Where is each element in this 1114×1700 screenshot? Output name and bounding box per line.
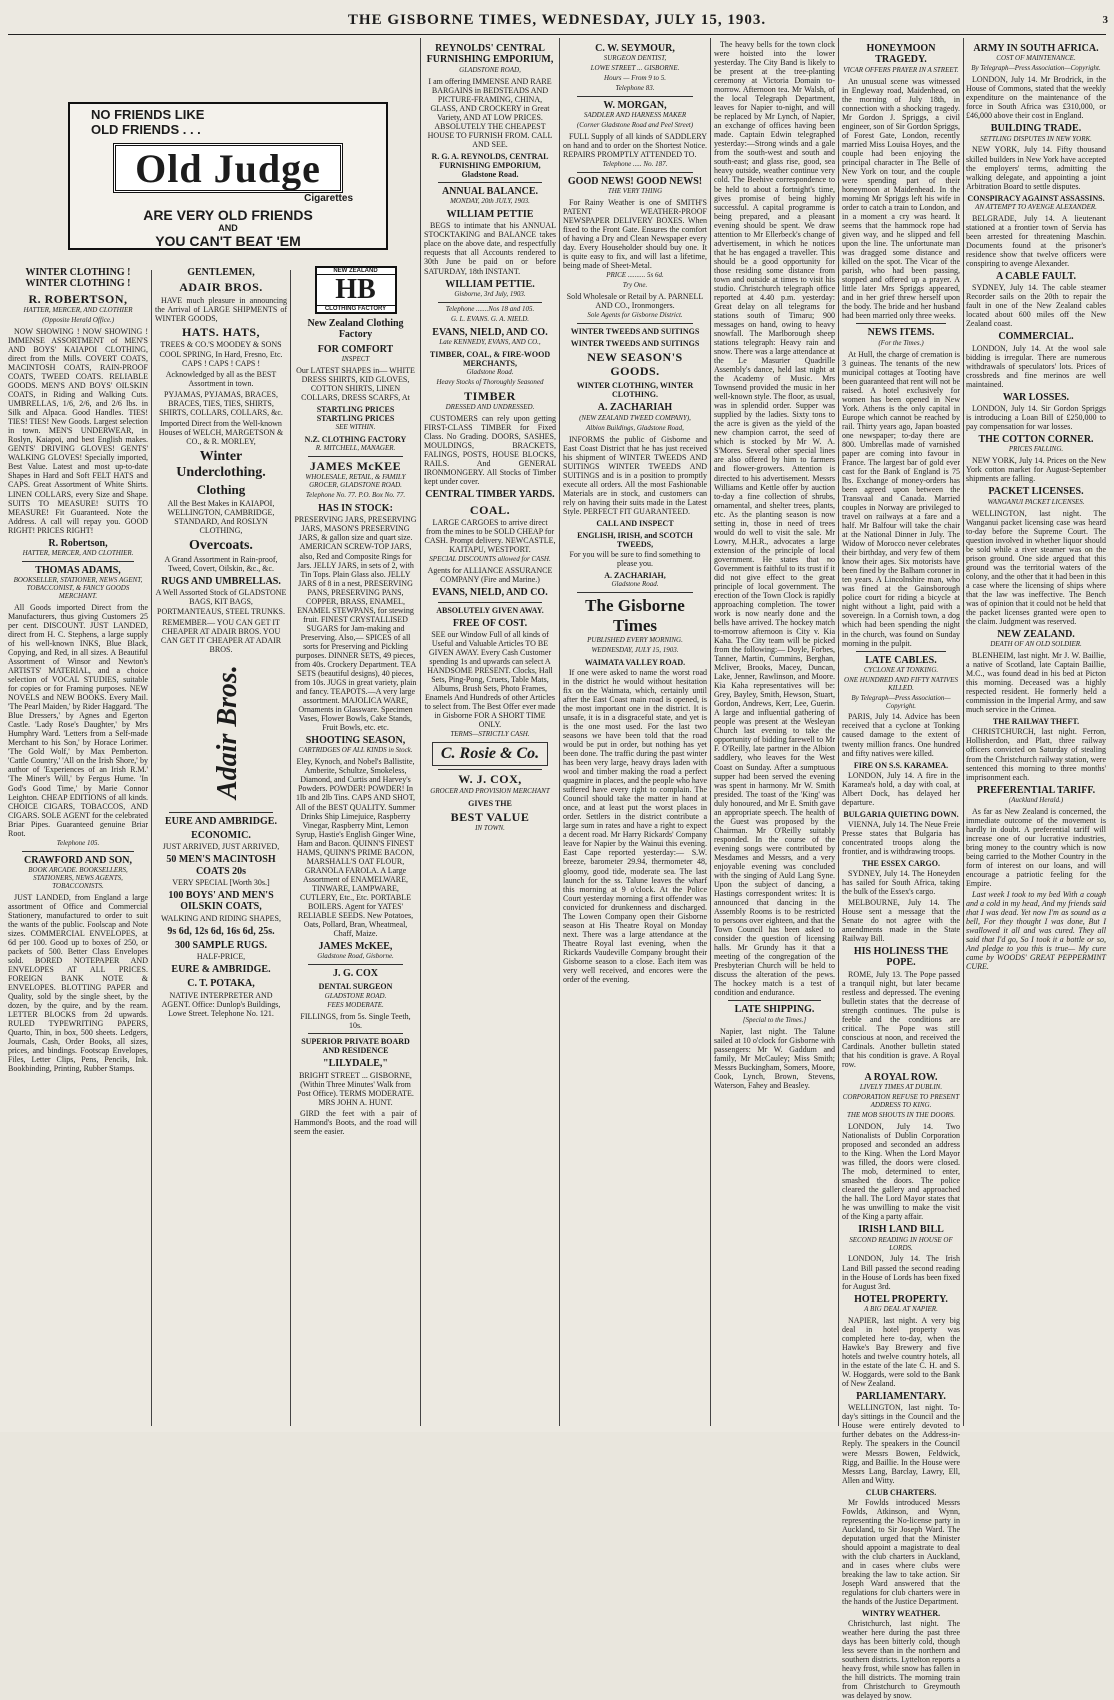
pref-sub: (Auckland Herald.) bbox=[1008, 795, 1064, 804]
evans-telephone: Telephone .......Nos 18 and 105. bbox=[445, 304, 535, 313]
column-7 bbox=[842, 40, 960, 1700]
rail-body: CHRISTCHURCH, last night. Ferron, Hollisherdon, and Platt, three railway officers convicted on Saturday of stealing from the Christchurch railway station, were sentenced this morning to three months' imprisonment each. bbox=[966, 727, 1106, 782]
crawford-trade: BOOK ARCADE. BOOKSELLERS, STATIONERS, NEWS AGENTS, TOBACCONISTS. bbox=[28, 865, 128, 890]
adair-rugs-body: A Well Assorted Stock of GLADSTONE BAGS, KIT BAGS, PORTMANTEAUS, STEEL TRUNKS. bbox=[155, 588, 287, 616]
column-9 bbox=[966, 40, 1106, 1426]
weather-body: Christchurch, last night. The weather here during the past three days has been bitterly cold, though less severe than in the northern and southern districts. Lyttelton reports a heavy frost, while snow has fallen in the hill districts. The morning train from Christchurch to Greymouth was delayed by snow. bbox=[842, 1619, 960, 1700]
morgan-name: W. MORGAN, bbox=[603, 99, 667, 111]
adams-name: THOMAS ADAMS, bbox=[35, 564, 121, 576]
seymour-telephone: Telephone 83. bbox=[615, 84, 655, 93]
eure-sample: 300 SAMPLE RUGS. bbox=[175, 939, 267, 951]
lilydale-name: "LILYDALE," bbox=[323, 1058, 388, 1070]
adams-trade: BOOKSELLER, STATIONER, NEWS AGENT, TOBACCONIST, & FANCY GOODS MERCHANT. bbox=[13, 576, 143, 600]
column-3 bbox=[294, 264, 417, 1426]
mckee-stock: HAS IN STOCK: bbox=[318, 503, 393, 515]
evans-heavy: Heavy Stocks of Thoroughly Seasoned bbox=[436, 377, 544, 386]
pref-heading: PREFERENTIAL TARIFF. bbox=[976, 784, 1096, 796]
separator bbox=[577, 592, 693, 593]
royal-body: LONDON, July 14. Two Nationalists of Dublin Corporation proposed and seconded an address to the King. When the Lord Mayor was filled, the doors were closed. The mob, determined to enter, smashed the doors. The police cleared the gallery and approached the hall. The Lord Mayor states that he was unwilling to make the visit of the King a party affair. bbox=[842, 1122, 960, 1222]
adair-clothing-note: Acknowledged by all as the BEST Assortment in town. bbox=[165, 369, 277, 388]
column-divider bbox=[559, 38, 560, 1426]
old-judge-sub: Cigarettes bbox=[304, 193, 353, 204]
club-heading: CLUB CHARTERS. bbox=[865, 1487, 937, 1497]
separator bbox=[308, 456, 403, 457]
build-body: NEW YORK, July 14. Fifty thousand skilled builders in New York have accepted the employers' terms, admitting the walking delegate, and appointing a joint Arbitration Board to settle disputes. bbox=[966, 145, 1106, 191]
annual-body: BEGS to intimate that his ANNUAL STOCKTAKING and BALANCE takes place on the above date, and respectfully requests that all Accounts rendered to 30th June be paid on or before SATURDAY, 18th INSTANT. bbox=[424, 221, 556, 276]
nz-body: BLENHEIM, last night. Mr J. W. Baillie, a native of Scotland, late Captain Baillie, M.C., was found dead in his bed at Picton this morning. Deceased was a highly respected resident. He formerly held a commission in the Imperial Army, and saw much service in the Crimea. bbox=[966, 651, 1106, 715]
consp-sub: AN ATTEMPT TO AVENGE ALEXANDER. bbox=[975, 202, 1097, 211]
imprint-published: PUBLISHED EVERY MORNING. bbox=[587, 635, 683, 644]
seymour-hours: Hours — From 9 to 5. bbox=[604, 74, 666, 83]
separator bbox=[577, 323, 693, 324]
adair-winter: Winter Underclothing. bbox=[176, 448, 266, 480]
consp-body: BELGRADE, July 14. A lieutenant stationed at a frontier town of Servia has been arrested for threatening Maschin. Documents found at the prisoner's residence show that twelve officers were conspiring to avenge Alexander. bbox=[966, 213, 1106, 268]
hb-name: New Zealand Clothing Factory bbox=[307, 318, 404, 341]
adair-makes: All the Best Makes in KAIAPOI, WELLINGTON, CAMBRIDGE, STANDARD, And ROSLYN CLOTHING, bbox=[167, 499, 275, 536]
goodnews-headline: GOOD NEWS! GOOD NEWS! bbox=[567, 176, 703, 188]
robertson-signature: R. Robertson, bbox=[48, 537, 108, 549]
robertson-name: R. ROBERTSON, bbox=[28, 291, 128, 306]
eure-economic: ECONOMIC. bbox=[191, 829, 251, 841]
hb-logo-mark: HB bbox=[335, 274, 376, 305]
annual-title: ANNUAL BALANCE. bbox=[441, 185, 539, 197]
fire-body: LONDON, July 14. A fire in the Karamea's hold, a day with coal, at Albert Dock, has delayed her departure. bbox=[842, 770, 960, 807]
masthead-title: THE GISBORNE TIMES, WEDNESDAY, JULY 15, 1903. bbox=[347, 12, 767, 28]
pope-heading: HIS HOLINESS THE POPE. bbox=[853, 946, 949, 969]
eure-oilskin: 100 BOYS' AND MEN'S OILSKIN COATS, bbox=[168, 889, 274, 913]
pref-body: As far as New Zealand is concerned, the immediate outcome of the movement is hardly in doubt. A preferential tariff will increase one of our lucrative industries, bring money to the country which is now being carried to the Mother Country in the form of interest on our loans, and will encourage a patriotic feeling for the Empire. bbox=[966, 806, 1106, 889]
irish-heading: IRISH LAND BILL bbox=[858, 1224, 944, 1236]
evans-names: G. L. EVANS. G. A. NIELD. bbox=[450, 314, 530, 323]
column-6 bbox=[714, 40, 835, 1426]
suits-new-season: NEW SEASON'S GOODS. bbox=[587, 350, 683, 378]
annual-signature-date: Gisborne, 3rd July, 1903. bbox=[454, 289, 526, 298]
essex-heading: THE ESSEX CARGO. bbox=[861, 858, 941, 868]
war-body: LONDON, July 14. Sir Gordon Spriggs is introducing a Loan Bill of £250,000 to pay compensation for war losses. bbox=[966, 403, 1106, 432]
woods-poem: Last week I took to my bed With a cough and a cold in my head, And my friends said that I was dead. Yet now I'm as sound as a bell, For they thought I was done, But I swallowed it all and was cured. They all said that I'd go, So I took it a bottle or so, And pledge to you this is true— My cure came by WOODS' GREAT PEPPERMINT CURE. bbox=[966, 890, 1106, 972]
pope-body: ROME, July 13. The Pope passed a tranquil night, but later became restless and depressed. The evening bulletin states that the decrease of strength continues. The pulse is feeble and the conditions are critical. The Pope was still conscious at noon, and received the Cardinals. Another bulletin stated that his condition is grave. A Royal row. bbox=[842, 969, 960, 1070]
hb-comfort: FOR COMFORT bbox=[317, 343, 394, 355]
hotel-sub: A BIG DEAL AT NAPIER. bbox=[864, 1304, 938, 1313]
honeymoon-body: An unusual scene was witnessed in Engleway road, Maidenhead, on the morning of July 18th, in connection with a shocking tragedy. Mr Gordon J. Spriggs, a civil engineer, son of Sir Gordon Spriggs, of Forest Gate, London, recently married Miss Louisa Hoyes, and the couple had been enjoying the principal character in The Belle of New York on tour, and the couple were spending part of their honeymoon at Maidenhead. In the morning Mr Spriggs left his wife in order to catch a train to London, and in a moment a cry was heard. It seems that the hammock rope had given way, and he slipped and fell upon the line. The unfortunate man was dragged some distance and killed on the spot. The Vicar of the parish, who had been passing, stopped and offered up a prayer. A little later Mrs Spriggs appeared, and in her grief threw herself upon the body. The bride and her husband had been married only three weeks. bbox=[842, 76, 960, 321]
wjcox-name: W. J. COX, bbox=[458, 772, 522, 787]
adair-vertical-banner bbox=[155, 658, 287, 808]
adair-name: ADAIR BROS. bbox=[179, 280, 263, 295]
wjcox-trade: GROCER AND PROVISION MERCHANT bbox=[430, 786, 550, 795]
zachariah-signature-address: Gladstone Road. bbox=[611, 580, 659, 589]
seymour-address: LOWE STREET ... GISBORNE. bbox=[590, 64, 680, 73]
separator bbox=[856, 651, 946, 652]
rosie-body: SEE our Window Full of all kinds of Useful and Valuable Articles TO BE GIVEN AWAY. Every Cash Customer spending 1s and upwards can select A HANDSOME PRESENT. Clocks, Hall Sets, Ping-Pong, Cruets, Table Mats, Albums, Brush Sets, Photo Frames, Enamels And Hundreds of other Articles to select from. The Best Offer ever made in Gisborne FOR A SHORT TIME ONLY. bbox=[424, 629, 556, 730]
adair-vertical-text: Adair Bros. bbox=[212, 664, 243, 799]
morgan-trade: SADDLER AND HARNESS MAKER bbox=[583, 111, 687, 120]
army-byline: By Telegraph—Press Association—Copyright. bbox=[971, 64, 1101, 73]
goodnews-body: For Rainy Weather is one of SMITH'S PATENT WEATHER-PROOF NEWSPAPER DELIVERY BOXES. When fixed to the Front Gate. Ensures the comfort of having a Dry and Clean Newspaper every day. Every Householder should buy one. It is quite easy to fix, and will last a lifetime, being made of Sheet-Metal. bbox=[563, 198, 707, 271]
hb-factory: N.Z. CLOTHING FACTORY bbox=[304, 434, 407, 444]
crawford-name: CRAWFORD AND SON, bbox=[23, 854, 133, 866]
evans-firm: EVANS, NIELD, AND CO. bbox=[432, 326, 548, 338]
parl-heading: PARLIAMENTARY. bbox=[856, 1391, 946, 1403]
cable-heading: A CABLE FAULT. bbox=[995, 270, 1077, 282]
old-judge-advert bbox=[68, 102, 388, 250]
news-body: At Hull, the charge of cremation is 3 guineas. The tenants of the new municipal cottages at Tooting have been guaranteed that rent will not be raised. A hotel exclusively for women has been opened in New York. Athens is the only capital in Europe which cannot be reached by rail. Thirty years ago, Japan boasted one newspaper; to-day there are 800. Umbrellas made of varnished paper are coming into favour in France. The largest bar of gold ever cast for the Bank of England is 75 lbs. Exchange of money-orders has been agreed upon between the Transvaal and Canada. Married couples in Norway are privileged to travel on railways at a fare and a half. Mr Balfour will take the chair at the National Dinner in July. The Widow of Morocco never celebrates their birthday, and very few of them know their ages. Six motorists have been fined by the Balham coroner in ten years. A Lincolnshire man, who was fined at the Gainsborough police court for riding a bicycle at night without a light, paid with a sovereign. In a Cornish town, a dog which had been spending the night in the church, was found on Sunday morning in the pulpit. bbox=[842, 349, 960, 648]
comm-heading: COMMERCIAL. bbox=[998, 331, 1074, 343]
hb-logo-bottom: CLOTHING FACTORY bbox=[317, 305, 395, 312]
news-sub: (For the Times.) bbox=[878, 338, 924, 347]
adair-hats-body: TREES & CO.'S MOODEY & SONS COOL SPRING, In Hard, Fresno, Etc. CAPS ! CAPS ! CAPS ! bbox=[159, 340, 283, 368]
nz-heading: NEW ZEALAND. bbox=[997, 628, 1075, 640]
eure-name-2: EURE & AMBRIDGE. bbox=[171, 964, 271, 976]
mckee-shooting: SHOOTING SEASON, bbox=[305, 735, 406, 747]
weather-heading: WINTRY WEATHER. bbox=[861, 1609, 941, 1619]
cox-name: J. G. COX bbox=[333, 968, 378, 980]
robertson-trade: HATTER, MERCER, AND CLOTHIER bbox=[23, 306, 133, 315]
goodnews-sole: Sole Agents for Gisborne District. bbox=[587, 311, 683, 320]
latecables-byline: By Telegraph—Press Association—Copyright. bbox=[851, 693, 951, 710]
separator bbox=[169, 812, 273, 813]
club-body: Mr Fowlds introduced Messrs Fowlds, Atkinson, and Wynn, representing the No-license party in Auckland, to Sir Joseph Ward. The deputation urged that the Minister should appoint a magistrate to deal with the club charters in Auckland, and in cases where clubs were breaking the law to take action. Sir Joseph Ward answered that the regulations for club charters were in the hands of the Justice Department. bbox=[842, 1497, 960, 1606]
latecables-heading: LATE CABLES. bbox=[865, 654, 937, 666]
adair-hats: HATS. HATS, bbox=[181, 324, 261, 339]
evans-firm-2: EVANS, NIELD, AND CO. bbox=[432, 587, 548, 599]
adair-pyjamas: PYJAMAS, PYJAMAS, BRACES, BRACES, TIES, TIES, SHIRTS, SHIRTS, COLLARS, COLLARS, &c. bbox=[159, 389, 283, 417]
suits-winter: WINTER CLOTHING, WINTER CLOTHING. bbox=[576, 381, 694, 400]
honeymoon-sub: VICAR OFFERS PRAYER IN A STREET. bbox=[843, 65, 959, 74]
cotton-sub: PRICES FALLING. bbox=[1008, 445, 1064, 454]
rosie-free: FREE OF COST. bbox=[452, 617, 528, 629]
seymour-trade: SURGEON DENTIST, bbox=[603, 54, 667, 63]
adair-clothing: Clothing bbox=[196, 482, 246, 498]
adair-rugs: RUGS AND UMBRELLAS. bbox=[161, 576, 281, 588]
shipping-body: Napier, last night. The Talune sailed at 10 o'clock for Gisborne with passengers: Mr W. Gaddum and family, Mr McCauley; Miss Smith; Messrs Buckingham, Somers, Moore, Cook, Lynch, Brown, Stevens, Waterson, Fahey and Beasley. bbox=[714, 1026, 835, 1090]
separator bbox=[22, 561, 134, 562]
masthead-rule bbox=[8, 34, 1106, 35]
evans-central: CENTRAL TIMBER YARDS. bbox=[425, 489, 555, 501]
suits-heading-2: WINTER TWEEDS AND SUITINGS bbox=[570, 339, 700, 349]
old-judge-line3: YOU CAN'T BEAT 'EM bbox=[155, 233, 301, 249]
evans-coal-body: LARGE CARGOES to arrive direct from the mines to be SOLD CHEAP for CASH. Prompt delivery. NEWCASTLE, KAITAPU, WESTPORT. bbox=[424, 518, 556, 555]
zachariah-call: CALL AND INSPECT bbox=[596, 518, 674, 528]
annual-date: MONDAY, 20th JULY, 1903. bbox=[450, 197, 530, 206]
eure-name: EURE AND AMBRIDGE. bbox=[165, 815, 277, 827]
cox-address: GLADSTONE ROAD. bbox=[324, 991, 387, 1000]
hammond-gird: GIRD the feet with a pair of Hammond's Boots, and the road will seem the easier. bbox=[294, 1108, 417, 1136]
old-judge-tagline-2: OLD FRIENDS . . . bbox=[91, 122, 201, 137]
irish-sub: SECOND READING IN HOUSE OF LORDS. bbox=[849, 1235, 953, 1252]
adams-telephone: Telephone 105. bbox=[56, 838, 100, 847]
adair-overcoats: Overcoats. bbox=[189, 538, 253, 554]
mckee-shooting-body: Eley, Kynoch, and Nobel's Ballistite, Amberite, Schultze, Smokeless, Diamond, and Curtis and Harvey's Powders. POWDER! POWDER! In 1lb and 2lb Tins. CAPS AND SHOT, All of the BEST QUALITY. Summer Drinks Ship Limejuice, Raspberry Vinegar, Raspberry Mint, Lemon Syrup, Hastie's English Ginger Wine, Ham and Bacon. QUINN'S FINEST HAMS, QUINN'S PRIME BACON, MARSHALL'S OAT FLOUR, GRANOLA FAROLA. A Large Assortment of ENAMELWARE, TINWARE, LAMPWARE, CUTLERY, Etc., Etc. PORTABLE BOILERS. Agent for YATES' RELIABLE SEEDS. New Potatoes, Oats, Pollard, Bran, Wheatmeal, Chaff, Maize. bbox=[295, 757, 416, 938]
rosie-terms: TERMS—STRICTLY CASH. bbox=[450, 730, 530, 739]
hb-body: Our LATEST SHAPES in— WHITE DRESS SHIRTS, KID GLOVES, COTTON SHIRTS, LINEN COLLARS, DRESS SCARFS, At bbox=[296, 365, 415, 402]
mckee-body: PRESERVING JARS, PRESERVING JARS, MASON'S PRESERVING JARS, & gallon size and quart size. AMERICAN SCREW-TOP JARS, also, Red and Composite Rings for Jars. JELLY JARS, in sets of 2, with Tin Tops. Plain Glass also. JELLY JARS of 8 in a nest, PRESERVING PANS, PRESERVING PANS, COPPER, BRASS, ENAMEL, ENAMEL STEWPANS, for stewing fruit. FINEST CRYSTALLISED SUGARS for Jam-making and Preserving. Also,— SPICES of all sorts for Preserving and Pickling purposes. DINNER SETS, 49 pieces, from 40s. Crockery Department. TEA SETS (beautiful designs), 40 pieces, from 10s. JUGS in great variety, plain and fancy. TEAPOTS.—A very large assortment. MAJOLICA WARE, Ornaments in Glassware. Specimen Vases, Flower Bowls, Cake Stands, Fruit Bowls, etc. etc. bbox=[294, 515, 417, 733]
mckee-signature: JAMES McKEE, bbox=[318, 940, 393, 952]
evans-discounts: SPECIAL DISCOUNTS allowed for CASH. bbox=[429, 555, 551, 564]
royal-sub: LIVELY TIMES AT DUBLIN. bbox=[859, 1083, 943, 1092]
separator bbox=[438, 302, 542, 303]
army-body: LONDON, July 14. Mr Brodrick, in the House of Commons, stated that the weekly expenditure on the maintenance of the force in South Africa was £310,000, or £46,000 above their cost in England. bbox=[966, 75, 1106, 121]
separator bbox=[308, 1033, 403, 1034]
morgan-telephone: Telephone ..... No. 187. bbox=[602, 160, 668, 169]
goodnews-try: Try One. bbox=[622, 281, 648, 290]
wjcox-gives: GIVES THE bbox=[468, 798, 512, 808]
cotton-body: NEW YORK, July 14. Prices on the New York cotton market for August-September shipments are falling. bbox=[966, 456, 1106, 484]
cox-fillings: FILLINGS, from 5s. Single Teeth, 10s. bbox=[300, 1012, 411, 1031]
cotton-heading: THE COTTON CORNER. bbox=[978, 434, 1094, 446]
evans-dressed: DRESSED AND UNDRESSED. bbox=[445, 403, 535, 412]
zachariah-signature: A. ZACHARIAH, bbox=[604, 571, 666, 581]
mckee-cartridges: CARTRIDGES OF ALL KINDS in Stock. bbox=[298, 746, 413, 755]
parl-body: WELLINGTON, last night. To-day's sittings in the Council and the House were entirely devoted to further debates on the Address-in-Reply. The speakers in the Council were Messrs Bowen, Feldwick, Rigg, and Baillie. In the House were Messrs Lang, Barclay, Lawry, Ell, Allen and Witty. bbox=[842, 1403, 960, 1485]
hb-logo bbox=[315, 266, 397, 314]
cox-fees: FEES MODERATE. bbox=[327, 1001, 384, 1010]
adair-imported: Imported Direct from the Well-known Houses of WELCH, MARGETSON & CO., & R. MORLEY, bbox=[158, 418, 284, 446]
separator bbox=[438, 769, 542, 770]
zachariah-address: Albion Buildings, Gladstone Road, bbox=[586, 423, 684, 432]
royal-sub3: THE MOB SHOUTS IN THE DOORS. bbox=[846, 1111, 956, 1120]
imprint-date: WEDNESDAY, JULY 15, 1903. bbox=[591, 645, 679, 654]
morgan-body: FULL Supply of all kinds of SADDLERY on hand and to order on the Shortest Notice. REPAIRS PROMPTLY ATTENDED TO. bbox=[563, 132, 707, 160]
packet-body: WELLINGTON, last night. The Wanganui packet licensing case was heard to-day before the Supreme Court. The question involved in whether liquor should be sold while a river steamer was on the prison ground. One side argued that this ground was the territorial waters of the colony, and the other that it had been in this a case where the licensing of ships where that the law was ineffective. The Bench was of opinion that it could not be held that the packet licenses granted were open to the claim. Judgment was reserved. bbox=[966, 508, 1106, 626]
hb-see: SEE WITHIN. bbox=[335, 422, 376, 431]
army-heading: ARMY IN SOUTH AFRICA. bbox=[973, 43, 1099, 54]
eure-just-arrived: JUST ARRIVED, JUST ARRIVED, bbox=[162, 842, 280, 852]
morgan-address: (Corner Gladstone Road and Peel Street) bbox=[576, 121, 694, 130]
reynolds-signature: R. G. A. REYNOLDS, CENTRAL FURNISHING EMPORIUM, Gladstone Road. bbox=[431, 151, 549, 179]
fire-heading: FIRE ON S.S. KARAMEA. bbox=[853, 760, 949, 770]
build-sub: SETTLING DISPUTES IN NEW YORK. bbox=[980, 134, 1092, 143]
lilydale-body: BRIGHT STREET ... GISBORNE, (Within Three Minutes' Walk from Post Office). TERMS MODERATE. MRS JOHN A. HUNT. bbox=[297, 1070, 414, 1107]
robertson-body: NOW SHOWING ! NOW SHOWING ! IMMENSE ASSORTMENT of MEN'S AND BOYS' KAIAPOI CLOTHING, direct from the Mills. COVERT COATS, MACINTOSH COATS, RAIN-PROOF COATS, TWEED COATS. RELIABLE GOODS. MEN'S AND BOYS' OILSKIN COATS, in Riding and Walking Cuts. UMBRELLAS, 1/6, 2/6, and 2/6 lbs. in Silk and Alpaca. Good Handles. TIES! TIES! TIES! New Goods. Largest selection in town. MEN'S UNDERWEAR, in Roslyn, Kaiapoi, and best English makes. GENTS' DRIVING GLOVES! GENTS' WALKING GLOVES! Specially imported, Best Value. Latest and most up-to-date Shapes in Hard and Soft FELT HATS and CAPS. Great Assortment of White Shirts. LINEN COLLARS, every Size and Shape. SUITS TO MEASURE! SUITS TO MEASURE! Fit Guaranteed. Note the Address. A call will repay you. GOOD RIGHT! PRICES RIGHT! bbox=[8, 326, 148, 535]
royal-heading: A ROYAL ROW. bbox=[864, 1072, 938, 1084]
separator bbox=[22, 851, 134, 852]
packet-sub: WANGANUI PACKET LICENSES. bbox=[987, 497, 1085, 506]
separator bbox=[856, 323, 946, 324]
goodnews-price: PRICE .......... 5s 6d. bbox=[606, 271, 664, 280]
eure-mac: 50 MEN'S MACINTOSH COATS 20s bbox=[166, 854, 276, 877]
army-sub: COST OF MAINTENANCE. bbox=[996, 54, 1076, 63]
imprint-body: If one were asked to name the worst road in the district he would without hesitation fix on the Waimata, which, certainly until after the East Coast main road is opened, is the most important one in the district. It is unsafe, it is in a disgraceful state, and yet is is the one most used. For the last two seasons we have been told that the road would be put in order, but nothing has yet been done. The traffic during the past winter has been very large, heavy drays laden with wool and timber making the road a perfect quagmire in places, and the people who have suffered have every right to complain. The Council should take the matter in hand at once, and at least put the worst places in order. Settlers in the district contribute a large sum in rates and have a right to expect a decent road. Mr Harry Rickards' Company leave for Napier by the Wainui this evening. East Cape reported yesterday:— S.W. breeze, barometer 29.94, thermometer 48, gloomy, good tide, moderate sea. The last launch for the ss. Talune leaves the wharf this morning at 9 o'clock. At the Police Court yesterday morning a first offender was convicted for drunkenness and discharged. The Lowen Company open their Gisborne season at His Theatre Royal on Monday next. There was a large attendance at the Theatre Royal last evening, when the Rickards Vaudeville Company brought their Gisborne season to a close. Each item was very well received, and encores were the order of the evening. bbox=[563, 667, 707, 984]
zachariah-body: INFORMS the public of Gisborne and East Coast District that he has just received his shipment of WINTER TWEEDS AND SUITINGS WINTER TWEEDS AND SUITINGS and is in a position to promptly execute all orders. All the most Fashionable Materials are in stock, and customers can rely on having their suits made in the Latest Style. PERFECT FIT GUARANTEED. bbox=[563, 434, 707, 516]
column-divider bbox=[838, 38, 839, 1426]
adair-greeting: GENTLEMEN, bbox=[187, 267, 255, 278]
reynolds-address: GLADSTONE ROAD, bbox=[459, 65, 521, 74]
comm-body: LONDON, July 14. At the wool sale bidding is irregular. There are numerous withdrawals of speculators' lots. Prices of crossbreds and fine merinos are well maintained. bbox=[966, 343, 1106, 389]
build-heading: BUILDING TRADE. bbox=[990, 123, 1082, 135]
shipping-heading: LATE SHIPPING. bbox=[734, 1004, 815, 1016]
column-divider bbox=[420, 38, 421, 1426]
war-heading: WAR LOSSES. bbox=[1002, 391, 1070, 403]
imprint-title: The Gisborne Times bbox=[585, 595, 685, 635]
column-5 bbox=[563, 40, 707, 1426]
evans-timber: TIMBER bbox=[464, 388, 516, 403]
evans-address: Gladstone Road. bbox=[466, 367, 514, 376]
potaka-body: NATIVE INTERPRETER AND AGENT. Office: Dunlop's Buildings, Lowe Street. Telephone No. 121. bbox=[161, 990, 281, 1018]
rail-heading: THE RAILWAY THEFT. bbox=[992, 717, 1080, 727]
adair-body: HAVE much pleasure in announcing the Arrival of LARGE SHIPMENTS of WINTER GOODS, bbox=[155, 295, 287, 323]
wjcox-town: IN TOWN. bbox=[475, 824, 505, 833]
goodnews-sold: Sold Wholesale or Retail by A. PARNELL AND CO., Ironmongers. bbox=[566, 292, 704, 311]
news-heading: NEWS ITEMS. bbox=[867, 327, 935, 339]
lilydale-heading: SUPERIOR PRIVATE BOARD AND RESIDENCE bbox=[301, 1037, 410, 1056]
separator bbox=[728, 1000, 821, 1001]
eure-walking: WALKING AND RIDING SHAPES, bbox=[161, 913, 281, 923]
robertson-headline: WINTER CLOTHING ! WINTER CLOTHING ! bbox=[25, 267, 131, 290]
mckee-telephone: Telephone No. 77. P.O. Box No. 77. bbox=[305, 491, 406, 500]
column-divider bbox=[963, 38, 964, 1426]
reynolds-body: I am offering IMMENSE AND RARE BARGAINS in BEDSTEADS AND PICTURE-FRAMING, CHINA, GLASS, AND CROCKERY in Great Variety, AND AT LOW PRICES. ABSOLUTELY THE CHEAPEST HOUSE TO FURNISH FROM. CALL AND SEE. bbox=[427, 76, 553, 149]
zachariah-english: ENGLISH, IRISH, and SCOTCH TWEEDS, bbox=[577, 530, 693, 549]
annual-signature: WILLIAM PETTIE. bbox=[445, 278, 535, 290]
imprint-headline: WAIMATA VALLEY ROAD. bbox=[584, 657, 686, 667]
essex-body: SYDNEY, July 14. The Honeyden has sailed for South Africa, taking the bulk of the Essex's cargo. bbox=[842, 868, 960, 896]
column-divider bbox=[290, 270, 291, 1426]
honeymoon-heading: HONEYMOON TRAGEDY. bbox=[866, 43, 936, 66]
annual-name: WILLIAM PETTIE bbox=[446, 209, 534, 221]
robertson-signature-trade: HATTER, MERCER, AND CLOTHIER. bbox=[22, 548, 134, 557]
column-divider bbox=[151, 270, 152, 1426]
cable-body: SYDNEY, July 14. The cable steamer Recorder sails on the 20th to repair the fault in one of the New Zealand cables located about 600 miles off the New Zealand coast. bbox=[966, 283, 1106, 329]
rosie-absolutely: ABSOLUTELY GIVEN AWAY. bbox=[436, 605, 544, 615]
nz-sub: DEATH OF AN OLD SOLDIER. bbox=[990, 640, 1082, 649]
hotel-heading: HOTEL PROPERTY. bbox=[854, 1293, 948, 1305]
rosie-logo: C. Rosie & Co. bbox=[432, 742, 548, 766]
column-2 bbox=[155, 264, 287, 1426]
seymour-name: C. W. SEYMOUR, bbox=[595, 43, 675, 54]
separator bbox=[308, 964, 403, 965]
eure-half: HALF-PRICE, bbox=[196, 952, 246, 962]
irish-body: LONDON, July 14. The Irish Land Bill passed the second reading in the House of Lords has been fixed for August 3rd. bbox=[842, 1254, 960, 1291]
bulgaria-body: VIENNA, July 14. The Neue Freie Presse states that Bulgaria has concentrated troops along the frontier, and is withdrawing troops. bbox=[842, 819, 960, 856]
old-judge-line2: AND bbox=[218, 223, 238, 233]
mckee-signature-address: Gladstone Road, Gisborne. bbox=[317, 952, 394, 961]
consp-heading: CONSPIRACY AGAINST ASSASSINS. bbox=[967, 193, 1105, 203]
reynolds-title: REYNOLDS' CENTRAL FURNISHING EMPORIUM, bbox=[426, 43, 554, 66]
column-4 bbox=[424, 40, 556, 1426]
shipping-sub: [Special to the Times.] bbox=[742, 1015, 807, 1024]
page-number: 3 bbox=[1102, 14, 1108, 26]
mckee-trade: WHOLESALE, RETAIL, & FAMILY GROCER, GLADSTONE ROAD. bbox=[305, 473, 406, 490]
robertson-address: (Opposite Herald Office.) bbox=[41, 316, 115, 325]
separator bbox=[577, 172, 693, 173]
old-judge-brand: Old Judge bbox=[135, 146, 321, 191]
evans-body: CUSTOMERS can rely upon getting FIRST-CLASS TIMBER for Fixed Class. No Grading. DOORS, SASHES, MOULDINGS, BRACKETS, FALINGS, POSTS, HOUSE BLOCKS, RAILS. And GENERAL IRONMONGERY. All Stocks of Timber kept under cover. bbox=[424, 414, 556, 487]
royal-sub2: CORPORATION REFUSE TO PRESENT ADDRESS TO KING. bbox=[842, 1093, 960, 1110]
adair-overcoats-body: A Grand Assortment in Rain-proof, Tweed, Covert, Oilskin, &c., &c. bbox=[164, 555, 278, 574]
old-judge-tagline: NO FRIENDS LIKE bbox=[91, 107, 205, 122]
zachariah-firm: (NEW ZEALAND TWEED COMPANY), bbox=[579, 413, 691, 422]
melbourne-body: MELBOURNE, July 14. The House sent a message that the Senate do not agree with the amendments made in the State Railway Bill. bbox=[842, 898, 960, 944]
hb-startling: STARTLING PRICES STARTLING PRICES bbox=[316, 404, 395, 423]
mckee-name: JAMES McKEE bbox=[309, 458, 402, 473]
hotel-body: NAPIER, last night. A very big deal in hotel property was completed here to-day, when the Hawke's Bay Brewery and five hotels and twelve country hotels, all in the estate of the late C. H. and S. W. Hoggards, were sold to the Bank of New Zealand. bbox=[842, 1315, 960, 1389]
evans-trade: TIMBER, COAL, & FIRE-WOOD MERCHANTS, bbox=[429, 349, 551, 368]
bulgaria-heading: BULGARIA QUIETING DOWN. bbox=[843, 809, 959, 819]
goodnews-sub: THE VERY THING bbox=[607, 187, 663, 196]
latecables-body: PARIS, July 14. Advice has been received that a cyclone at Tonking caused damage to the extent of twenty million francs. One hundred and fifty natives were killed. bbox=[842, 712, 960, 758]
zachariah-name: A. ZACHARIAH bbox=[597, 402, 673, 414]
column-divider bbox=[710, 38, 711, 1426]
eure-special: VERY SPECIAL [Worth 30s.] bbox=[172, 877, 270, 887]
separator bbox=[438, 182, 542, 183]
local-news-body: The heavy bells for the town clock were hoisted into the lower yesterday. The City Band is likely to be present at the tree-planting ceremony at Victoria Domain to-morrow. Afternoon tea. Mr Walsh, of the local Telegraph Department, leaves for Napier to-night, and will be replaced by Mr Lynch, of Napier, an exchange of offices having been made. Captain Edwin telegraphed yesterday:—Strong winds and a gale from the south-west and south and south-east; and glass rise, good, sea heavy outside, weather continue very cold. The Beehive correspondence to be held to about a fortnight's time, gives promise of being highly successful. A capital programme is being prepared, and a pleasant evening should be spent. We draw attention to Mr Ellerbeck's change of advertisement, in which he notices that he has engaged a traveller. This should be a good opportunity for those residing some distance from town and outside at times to visit his studio. Christchurch telegraph office reported at 4.40 p.m. yesterday: Great delay on all telegrams for stations south of Timaru; 900 messages on hand, owing to heavy snowfall. The Marlborough sheep stations telegraph: Heavy rain and snow. There was a large attendance at the Le Masurier Quadrille Assembly's dance, held last night at the Academy of Music. Mrs Townsend provided the music in her well-known style. The floor, as usual, was in splendid order. Supper was supplied by the ladies. Sixty tons to the acre is given as the yield of the new champion carrot, the seed of which is stocked by Mr W. A. S'Mores. Several other special lines are also offered by him to farmers and flower-growers. Attention is directed to his advertisement. Messrs Williams and Kettle offer by auction to-day a fine collection of shrubs, ornamental, and shelter trees, plants, etc. As the planting season is now setting in, those in need of trees would do well to visit the sale. Mr Lowry, M.H.R., advocates a large extension of the principle of local government. He states that no Government is faithful to its trust if it did not give effect to the great principle of local government. The erection of the Town Clock is rapidly approaching completion. The tower work is now nearly done and the bells have arrived. The hockey match to-morrow afternoon is City v. Kia Kaha. The City team will be picked from the following:— Doyle, Forbes, Tanner, Martin, Cummins, Berghan, Mcliver, Brooks, Macey, Duncan, Lake, Jenner, Rawlinson, and Moore. Kia Kaha representatives will be: Grey, Bayley, Smith, Hewson, Stuart, Gordon, Andrews, Kerr, Lee, Guerin. A large and influential gathering of people was present at the Wesleyan Church last evening to take the opportunity of bidding farewell to Mr F. O'Reilly, late partner in the Albion saddlery, who leaves for the West Coast on Sunday. After a sumptuous supper had been served the evening was spent in harmony. Mr W. Smith presided. The toast of the 'King' was duly honoured, and Mr E. Smith gave an appropriate speech. The health of the Guest was proposed by the Chairman. Mr O'Reilly suitably responded. In the course of the evening songs were contributed by Mesdames and Messrs, and a very enjoyable evening was concluded with the singing of Auld Lang Syne. Upon the subject of dancing, a Hastings correspondent writes: It is announced that dancing in the Assembly Rooms is to be restricted to persons over eighteen, and that the Town Council has been asked to consider the question of licensing halls. Mr Grundy has it that a meeting of the congregation of the Presbyterian Church will be held to discuss the alteration of the pews. The hockey match is a test of condition and endurance. bbox=[714, 40, 835, 998]
adair-remember: REMEMBER— YOU CAN GET IT CHEAPER AT ADAIR BROS. YOU CAN GET IT CHEAPER AT ADAIR BROS. bbox=[160, 617, 282, 654]
hb-inspect: INSPECT bbox=[341, 354, 370, 363]
latecables-sub2: ONE HUNDRED AND FIFTY NATIVES KILLED. bbox=[844, 675, 958, 692]
crawford-body: JUST LANDED, from England a large assortment of Office and Commercial Stationery, manufactured to order to suit the wants of the public. Foolscap and Note sizes. COMMERCIAL ENVELOPES, at 6d per 100. Good up to boxes of 250, or packets of 500. Better Class Envelopes sold. BORED NOTEPAPER AND ENVELOPES AT ALL PRICES. FOREIGN BANK NOTE & ENVELOPES. BLOTTING PAPER and Quality, sold by the single sheet, by the dozen, by the quire, and by the ream. LETTER BLOCKS from 2d upwards. RULED TYPEWRITING PAPERS, Quarto, Thin, in box, 500 sheets. Ledgers, Journals, Cash, Order Books, all sizes, prices, and bindings. Footscap Envelopes, Files, Letter Clips, Pens, Pencils, Ink. Bookbinding, Printing, Rubber Stamps. bbox=[8, 892, 148, 1074]
evans-coal: COAL. bbox=[469, 502, 511, 517]
wjcox-best: BEST VALUE bbox=[450, 809, 530, 824]
column-1 bbox=[8, 264, 148, 1426]
suits-heading-1: WINTER TWEEDS AND SUITINGS bbox=[570, 327, 700, 337]
potaka-name: C. T. POTAKA, bbox=[187, 978, 255, 990]
cox-trade: DENTAL SURGEON bbox=[318, 982, 393, 992]
old-judge-line1: ARE VERY OLD FRIENDS bbox=[143, 207, 313, 223]
separator bbox=[577, 96, 693, 97]
hb-manager: R. MITCHELL, MANAGER. bbox=[315, 443, 396, 452]
evans-agents: Agents for ALLIANCE ASSURANCE COMPANY (Fire and Marine.) bbox=[427, 566, 553, 585]
separator bbox=[438, 602, 542, 603]
latecables-sub: CYCLONE AT TONKING. bbox=[863, 665, 939, 674]
eure-prices: 9s 6d, 12s 6d, 16s 6d, 25s. bbox=[167, 925, 275, 937]
hb-logo-top: NEW ZEALAND bbox=[317, 268, 395, 275]
packet-heading: PACKET LICENSES. bbox=[988, 486, 1084, 498]
evans-late: Late KENNEDY, EVANS, AND CO., bbox=[439, 337, 541, 346]
adams-body: All Goods imported Direct from the Manufacturers, thus giving Customers 25 per cent. DISCOUNT. JUST LANDED, direct from H. C. Stephens, a large supply of his well-known INKS, Blue Black, Copying, and Red, in all sizes. A Beautiful Assortment of Winsor and Newton's ARTISTS' MATERIAL, and a choice selection of VOCAL STUDIES, suitable for copies or for Framing purposes. NEW NOVELS and NEW BOOKS. Every Mail. 'The Pearl Maiden,' by Rider Haggard. 'The Blue Dressers,' by Agnes and Egerton Castle. 'Lady Rose's Daughter,' by Mrs Humphry Ward. 'Letters from a Self-made Merchant to his Son,' by Horace Lorimer. 'The Gold Wolf,' by Max Pemberton. 'Cattle Country,' 'All on the Irish Shore,' by author of 'Experiences of an Irish R.M.' 'The Miner's Will,' by Fergus Hume. 'In God's Good Time,' by Marie Connor Leighton. CHEAP EDITIONS of all kinds. CHOICE CIGARS, TOBACCOS, AND CIGARS. SOLE AGENT for the celebrated Briar Pipes. Guaranteed genuine Briar Root. bbox=[8, 602, 148, 838]
zachariah-find: For you will be sure to find something to please you. bbox=[569, 549, 701, 568]
